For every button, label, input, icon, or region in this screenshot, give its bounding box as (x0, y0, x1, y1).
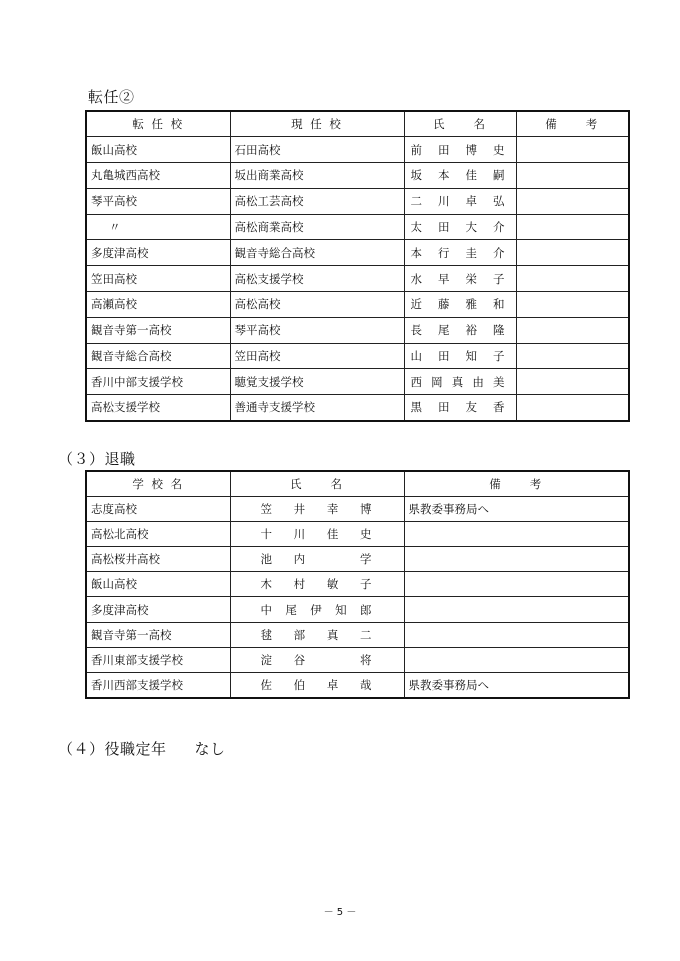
note-cell (404, 597, 629, 622)
transfer-school-cell: 高松支援学校 (86, 395, 230, 421)
note-cell (516, 163, 629, 189)
name-cell: 水早栄子 (404, 266, 516, 292)
header-school: 学 校 名 (86, 471, 230, 496)
note-cell (516, 240, 629, 266)
table-row (86, 163, 629, 189)
transfer-school-cell: 観音寺総合高校 (86, 343, 230, 369)
table-row (86, 240, 629, 266)
table-row (86, 572, 629, 597)
retirement-title: （３）退職 (58, 450, 136, 468)
table-header-row (86, 111, 629, 137)
school-cell: 観音寺第一高校 (86, 622, 230, 647)
retirement-age-title: （４）役職定年 (58, 740, 167, 758)
note-cell: 県教委事務局へ (404, 496, 629, 521)
school-cell: 香川東部支援学校 (86, 647, 230, 672)
table-row (86, 317, 629, 343)
transfer-school-cell: 〃 (86, 214, 230, 240)
table-header-row (86, 471, 629, 496)
transfer-school-cell: 丸亀城西高校 (86, 163, 230, 189)
name-cell: 二川卓弘 (404, 188, 516, 214)
current-school-cell: 観音寺総合高校 (230, 240, 404, 266)
table-row (86, 395, 629, 421)
note-cell (516, 292, 629, 318)
school-cell: 飯山高校 (86, 572, 230, 597)
page-number: － 5 － (323, 907, 357, 918)
transfer-school-cell: 琴平高校 (86, 188, 230, 214)
name-cell: 太田大介 (404, 214, 516, 240)
current-school-cell: 琴平高校 (230, 317, 404, 343)
retirement-age-value: なし (194, 740, 226, 758)
header-note: 備 考 (516, 111, 629, 137)
note-cell (516, 266, 629, 292)
transfer-school-cell: 多度津高校 (86, 240, 230, 266)
note-cell (404, 622, 629, 647)
name-cell: 長尾裕隆 (404, 317, 516, 343)
name-cell: 十川佳史 (230, 521, 404, 546)
name-cell: 毬部真二 (230, 622, 404, 647)
retirement-age-section (58, 738, 226, 759)
table-row (86, 547, 629, 572)
name-cell: 佐伯卓哉 (230, 673, 404, 698)
note-cell (404, 647, 629, 672)
transfer-school-cell: 香川中部支援学校 (86, 369, 230, 395)
table-row (86, 343, 629, 369)
transfer-school-cell: 観音寺第一高校 (86, 317, 230, 343)
table-row (86, 266, 629, 292)
name-cell: 淀谷 将 (230, 647, 404, 672)
table-row (86, 496, 629, 521)
note-cell: 県教委事務局へ (404, 673, 629, 698)
school-cell: 志度高校 (86, 496, 230, 521)
current-school-cell: 笠田高校 (230, 343, 404, 369)
note-cell (516, 395, 629, 421)
current-school-cell: 高松高校 (230, 292, 404, 318)
name-cell: 中尾伊知郎 (230, 597, 404, 622)
transfer2-title: 転任② (88, 88, 135, 106)
table-row (86, 622, 629, 647)
table-row (86, 214, 629, 240)
transfer2-table (85, 110, 630, 422)
header-note: 備 考 (404, 471, 629, 496)
table-row (86, 292, 629, 318)
note-cell (516, 343, 629, 369)
transfer-school-cell: 高瀬高校 (86, 292, 230, 318)
school-cell: 多度津高校 (86, 597, 230, 622)
current-school-cell: 高松工芸高校 (230, 188, 404, 214)
school-cell: 香川西部支援学校 (86, 673, 230, 698)
header-current-school: 現 任 校 (230, 111, 404, 137)
header-name: 氏 名 (404, 111, 516, 137)
note-cell (516, 214, 629, 240)
table-row (86, 673, 629, 698)
table-row (86, 521, 629, 546)
name-cell: 池内 学 (230, 547, 404, 572)
name-cell: 黒田友香 (404, 395, 516, 421)
name-cell: 坂本佳嗣 (404, 163, 516, 189)
table-row (86, 647, 629, 672)
school-cell: 高松北高校 (86, 521, 230, 546)
name-cell: 木村敏子 (230, 572, 404, 597)
current-school-cell: 坂出商業高校 (230, 163, 404, 189)
note-cell (404, 572, 629, 597)
current-school-cell: 石田高校 (230, 137, 404, 163)
header-name: 氏 名 (230, 471, 404, 496)
name-cell: 笠井幸博 (230, 496, 404, 521)
name-cell: 近藤雅和 (404, 292, 516, 318)
note-cell (404, 521, 629, 546)
name-cell: 前田博史 (404, 137, 516, 163)
note-cell (516, 317, 629, 343)
retirement-table (85, 470, 630, 699)
current-school-cell: 聴覚支援学校 (230, 369, 404, 395)
current-school-cell: 高松商業高校 (230, 214, 404, 240)
transfer-school-cell: 飯山高校 (86, 137, 230, 163)
name-cell: 西岡真由美 (404, 369, 516, 395)
school-cell: 高松桜井高校 (86, 547, 230, 572)
name-cell: 本行圭介 (404, 240, 516, 266)
note-cell (516, 188, 629, 214)
table-row (86, 597, 629, 622)
note-cell (516, 369, 629, 395)
table-row (86, 137, 629, 163)
table-row (86, 188, 629, 214)
name-cell: 山田知子 (404, 343, 516, 369)
header-transfer-school: 転 任 校 (86, 111, 230, 137)
current-school-cell: 善通寺支援学校 (230, 395, 404, 421)
table-row (86, 369, 629, 395)
note-cell (404, 547, 629, 572)
note-cell (516, 137, 629, 163)
transfer-school-cell: 笠田高校 (86, 266, 230, 292)
current-school-cell: 高松支援学校 (230, 266, 404, 292)
